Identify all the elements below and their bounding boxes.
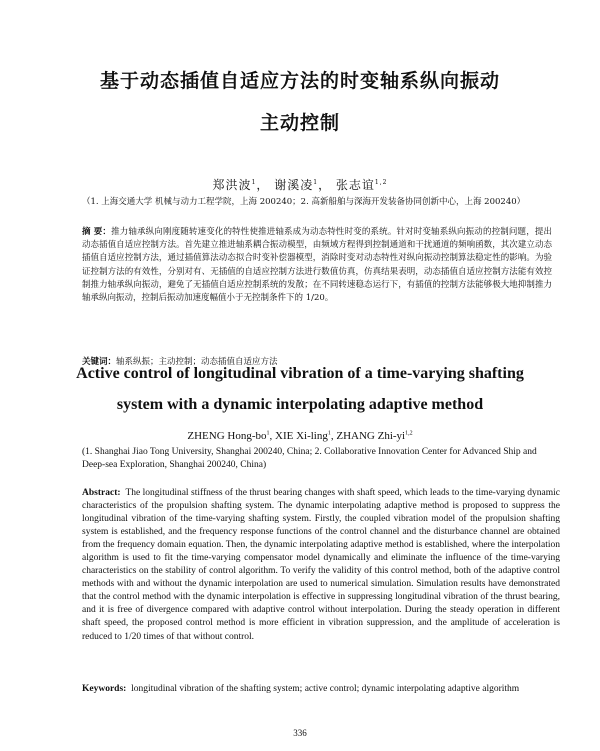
chinese-abstract-label: 摘 要： xyxy=(82,227,112,237)
chinese-keywords-label: 关键词： xyxy=(82,357,117,367)
author-affil-mark: 1 xyxy=(313,179,319,186)
english-keywords-text: longitudinal vibration of the shafting system; active control; dynamic interpolating adaptive algorithm xyxy=(131,684,520,694)
author-name: ZHANG Zhi-yi xyxy=(336,430,406,442)
english-abstract-label: Abstract: xyxy=(82,488,121,498)
author-name: ZHENG Hong-bo xyxy=(187,430,267,442)
english-affiliation: (1. Shanghai Jiao Tong University, Shanghai 200240, China; 2. Collaborative Innovation Center for Advanced Ship and Deep-sea Exploration, Shanghai 200240, China) xyxy=(82,447,537,470)
author-affil-mark: 1 xyxy=(327,430,331,437)
english-abstract xyxy=(82,487,560,644)
chinese-keywords-text: 轴系纵振；主动控制；动态插值自适应方法 xyxy=(116,357,278,367)
author-name: 郑洪波 xyxy=(212,178,252,192)
author-name: XIE Xi-ling xyxy=(275,430,328,442)
author-affil-mark: 1 xyxy=(266,430,270,437)
chinese-abstract xyxy=(82,226,552,305)
english-title-line-2: system with a dynamic interpolating adaptive method xyxy=(116,396,484,413)
english-keywords-label: Keywords: xyxy=(82,684,127,694)
chinese-abstract-text: 推力轴承纵向刚度随转速变化的特性使推进轴系成为动态特性时变的系统。针对时变轴系纵向振动的控制问题，提出动态插值自适应控制方法。首先建立推进轴系耦合振动模型，由频域方程得到控制通道和干扰通道的频响函数，其次建立动态插值自适应控制方法，通过插值算法动态拟合时变补偿器模型，消除时变对动态特性对纵向振动控制算法稳定性的影响。为验证控制方法的有效性，分别对有、无插值的自适应控制方法进行数值仿真，仿真结果表明，动态插值自适应控制方法能有效控制推力轴承纵向振动，避免了无插值自适应控制系统的发散；在不同转速稳态运行下，有插值的控制方法能够极大地抑制推力轴承纵向振动，控制后振动加速度幅值小于无控制条件下的 1/20。 xyxy=(82,227,552,304)
chinese-title-line-2: 主动控制 xyxy=(259,112,340,134)
author-name: 谢溪凌 xyxy=(274,178,314,192)
author-name: 张志谊 xyxy=(335,178,375,192)
author-affil-mark: 1,2 xyxy=(374,179,388,186)
chinese-authors: 郑洪波$^1$， 谢溪凌$^1$， 张志谊$^{1,2}$ xyxy=(212,178,388,192)
english-authors: ZHENG Hong-$bo^1$, XIE Xi-ling$^1$, ZHANG Zhi-yi$^{1,2}$ xyxy=(187,430,413,442)
english-abstract-text: The longitudinal stiffness of the thrust bearing changes with shaft speed, which leads to the time-varying dynamic characteristics of the propulsion shafting system. The dynamic interpolating adaptive method is proposed to suppress the longitudinal vibration of the time-varying shafting system. Firstly, the coupled vibration model of the propulsion shafting system is established, and the frequency response functions of the control channel and the disturbance channel are obtained from the frequency domain equation. Then, the dynamic interpolating adaptive method is established, where the interpolation algorithm is used to fit the time-varying compensator model dynamically and eliminate the influence of the time-varying characteristics on the stability of control algorithm. To verify the validity of this control method, both of the adaptive control methods with and without the dynamic interpolation are used to numerical simulation. Simulation results have demonstrated that the control method with the dynamic interpolation is effective in suppressing longitudinal vibration of the thrust bearing, and it is free of divergence compared with adaptive control without interpolation. During the steady operation in different shaft speed, the proposed control method is more efficient in vibration suppression, and the amplitude of acceleration is reduced to 1/20 times of that without control. xyxy=(82,488,561,642)
author-affil-mark: 1,2 xyxy=(405,430,413,437)
page-number: 336 xyxy=(293,728,307,738)
author-affil-mark: 1 xyxy=(251,179,257,186)
english-keywords xyxy=(82,684,560,694)
chinese-affiliation: （1. 上海交通大学 机械与动力工程学院，上海 200240；2. 高新船舶与深海开发装备协同创新中心，上海 200240） xyxy=(82,197,526,207)
chinese-title-line-1: 基于动态插值自适应方法的时变轴系纵向振动 xyxy=(99,70,500,92)
english-title-line-1: Active control of longitudinal vibration of a time-varying shafting xyxy=(76,365,524,382)
